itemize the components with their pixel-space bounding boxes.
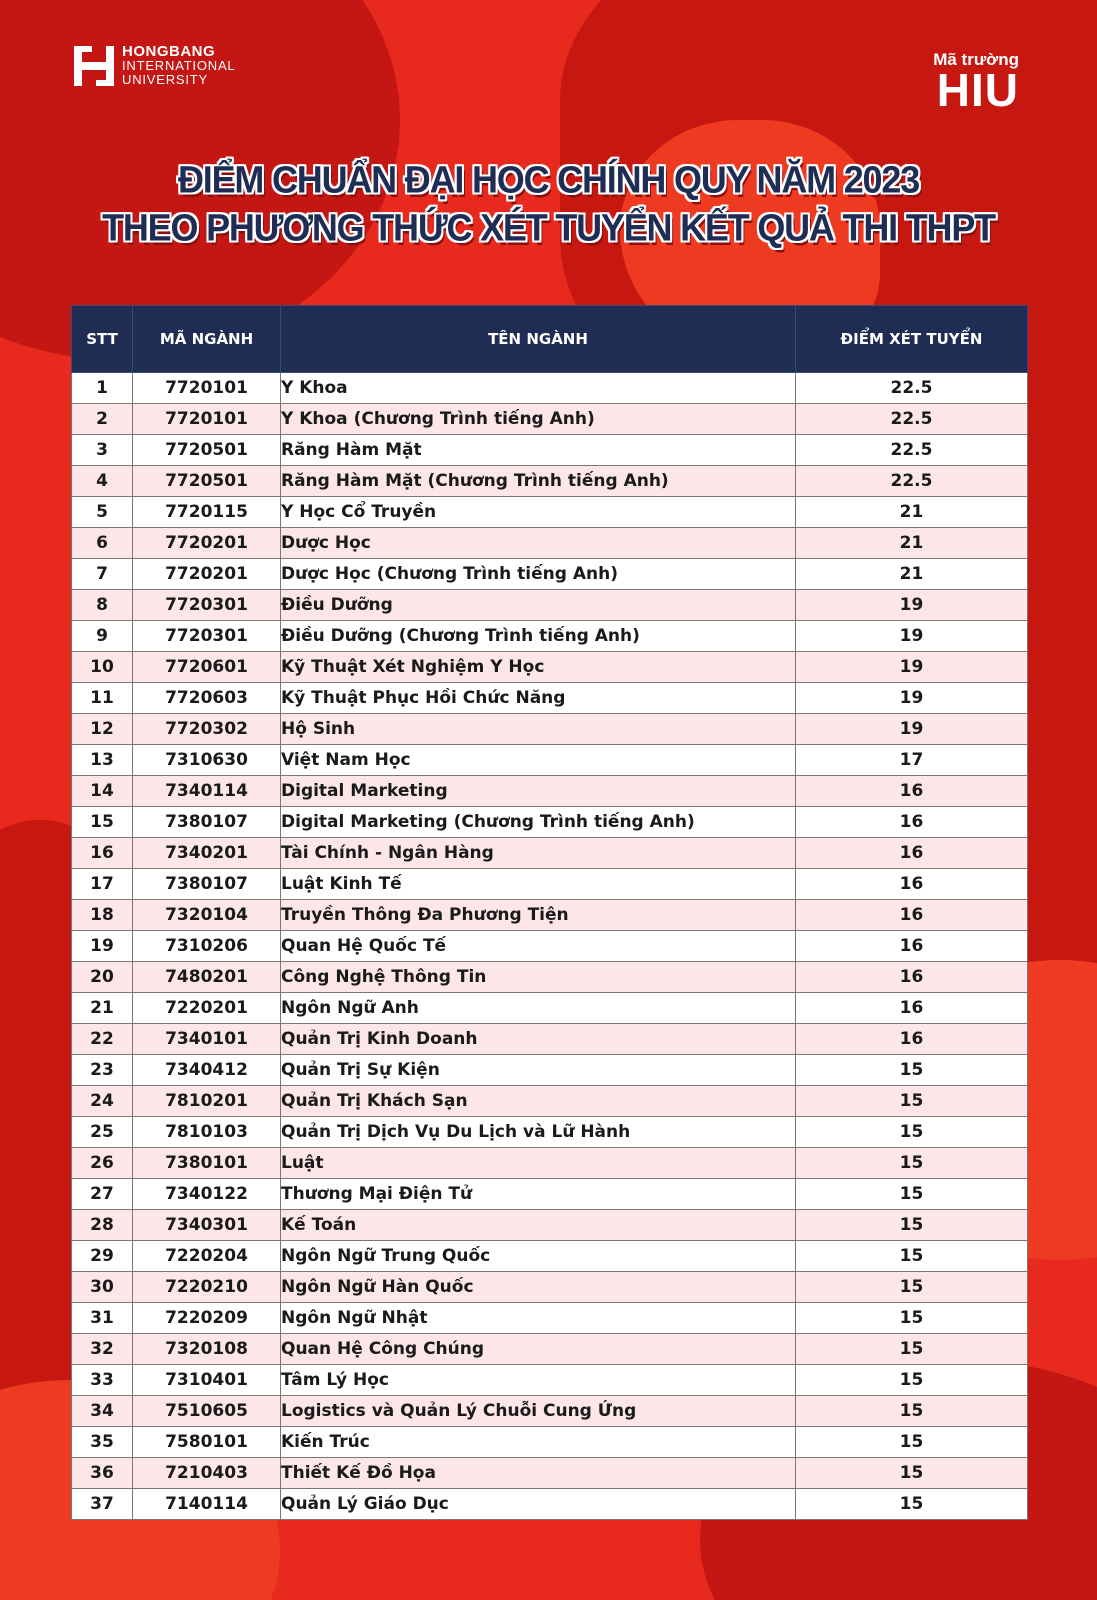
cell-stt: 29: [72, 1241, 133, 1272]
cell-stt: 9: [72, 621, 133, 652]
cell-major-code: 7720101: [133, 373, 281, 404]
cell-score: 15: [796, 1055, 1028, 1086]
table-row: [72, 1365, 1028, 1396]
cell-score: 19: [796, 590, 1028, 621]
cell-score: 16: [796, 776, 1028, 807]
cell-stt: 10: [72, 652, 133, 683]
cell-stt: 3: [72, 435, 133, 466]
table-row: [72, 776, 1028, 807]
cell-score: 15: [796, 1179, 1028, 1210]
cell-stt: 19: [72, 931, 133, 962]
cell-major-code: 7140114: [133, 1489, 281, 1520]
logo-name-line1: HONGBANG: [122, 43, 216, 60]
cell-major-name: Y Khoa: [281, 373, 796, 404]
cell-major-name: Ngôn Ngữ Trung Quốc: [281, 1241, 796, 1272]
cell-major-name: Y Học Cổ Truyền: [281, 497, 796, 528]
cell-score: 15: [796, 1210, 1028, 1241]
cell-stt: 30: [72, 1272, 133, 1303]
cell-major-code: 7220210: [133, 1272, 281, 1303]
cell-major-name: Logistics và Quản Lý Chuỗi Cung Ứng: [281, 1396, 796, 1427]
table-row: [72, 1210, 1028, 1241]
hiu-logo-icon: [72, 44, 116, 88]
cell-stt: 2: [72, 404, 133, 435]
table-row: [72, 838, 1028, 869]
table-row: [72, 1148, 1028, 1179]
cell-score: 16: [796, 931, 1028, 962]
cell-major-code: 7510605: [133, 1396, 281, 1427]
cell-stt: 11: [72, 683, 133, 714]
cell-major-name: Ngôn Ngữ Hàn Quốc: [281, 1272, 796, 1303]
cell-stt: 18: [72, 900, 133, 931]
cell-stt: 25: [72, 1117, 133, 1148]
cell-score: 16: [796, 869, 1028, 900]
cell-major-code: 7220209: [133, 1303, 281, 1334]
cell-major-code: 7310401: [133, 1365, 281, 1396]
cell-stt: 13: [72, 745, 133, 776]
cell-score: 21: [796, 528, 1028, 559]
cell-major-code: 7310206: [133, 931, 281, 962]
table-row: [72, 1303, 1028, 1334]
table-row: [72, 745, 1028, 776]
cell-stt: 22: [72, 1024, 133, 1055]
table-row: [72, 621, 1028, 652]
cell-score: 19: [796, 652, 1028, 683]
table-row: [72, 404, 1028, 435]
cell-stt: 7: [72, 559, 133, 590]
cell-stt: 26: [72, 1148, 133, 1179]
title-line-2: THEO PHƯƠNG THỨC XÉT TUYỂN KẾT QUẢ THI THPT: [102, 205, 995, 249]
school-code: [933, 50, 1019, 116]
cell-major-name: Digital Marketing (Chương Trình tiếng Anh): [281, 807, 796, 838]
page-title: [0, 156, 1097, 252]
cell-stt: 15: [72, 807, 133, 838]
cell-major-code: 7720101: [133, 404, 281, 435]
logo-name-line3: UNIVERSITY: [122, 72, 209, 87]
cell-major-code: 7720501: [133, 466, 281, 497]
cell-score: 15: [796, 1272, 1028, 1303]
header-major-code: MÃ NGÀNH: [133, 306, 281, 373]
cell-major-code: 7720201: [133, 528, 281, 559]
cell-score: 15: [796, 1241, 1028, 1272]
cell-stt: 31: [72, 1303, 133, 1334]
cell-score: 15: [796, 1303, 1028, 1334]
cell-major-name: Quản Trị Khách Sạn: [281, 1086, 796, 1117]
cell-major-name: Việt Nam Học: [281, 745, 796, 776]
table-row: [72, 1458, 1028, 1489]
table-body: [72, 373, 1028, 1520]
cell-major-code: 7340301: [133, 1210, 281, 1241]
cell-stt: 24: [72, 1086, 133, 1117]
table-header-row: [72, 306, 1028, 373]
cell-score: 16: [796, 1024, 1028, 1055]
cell-major-name: Điều Dưỡng: [281, 590, 796, 621]
cell-major-name: Ngôn Ngữ Anh: [281, 993, 796, 1024]
cell-major-name: Răng Hàm Mặt (Chương Trình tiếng Anh): [281, 466, 796, 497]
cell-stt: 6: [72, 528, 133, 559]
table-row: [72, 435, 1028, 466]
header-stt: STT: [72, 306, 133, 373]
cell-major-code: 7720601: [133, 652, 281, 683]
table-row: [72, 1179, 1028, 1210]
cell-score: 16: [796, 838, 1028, 869]
table-row: [72, 931, 1028, 962]
table-row: [72, 900, 1028, 931]
table-row: [72, 1024, 1028, 1055]
cell-major-name: Thương Mại Điện Tử: [281, 1179, 796, 1210]
table-row: [72, 869, 1028, 900]
cell-major-name: Digital Marketing: [281, 776, 796, 807]
cell-score: 15: [796, 1458, 1028, 1489]
cell-score: 15: [796, 1086, 1028, 1117]
cell-stt: 33: [72, 1365, 133, 1396]
cell-major-code: 7340201: [133, 838, 281, 869]
cell-score: 21: [796, 559, 1028, 590]
cell-stt: 23: [72, 1055, 133, 1086]
cell-major-code: 7720603: [133, 683, 281, 714]
cell-score: 15: [796, 1334, 1028, 1365]
table-row: [72, 1086, 1028, 1117]
title-line-1: ĐIỂM CHUẨN ĐẠI HỌC CHÍNH QUY NĂM 2023: [177, 157, 920, 201]
table-row: [72, 1334, 1028, 1365]
cell-major-name: Quản Trị Kinh Doanh: [281, 1024, 796, 1055]
cell-major-name: Công Nghệ Thông Tin: [281, 962, 796, 993]
university-logo: [72, 44, 235, 88]
cell-stt: 16: [72, 838, 133, 869]
table-row: [72, 373, 1028, 404]
cell-stt: 28: [72, 1210, 133, 1241]
cell-score: 22.5: [796, 404, 1028, 435]
cell-major-name: Quản Trị Dịch Vụ Du Lịch và Lữ Hành: [281, 1117, 796, 1148]
cell-major-code: 7720301: [133, 621, 281, 652]
cell-major-name: Quản Lý Giáo Dục: [281, 1489, 796, 1520]
cell-major-code: 7320104: [133, 900, 281, 931]
cell-major-name: Quan Hệ Công Chúng: [281, 1334, 796, 1365]
cell-score: 22.5: [796, 435, 1028, 466]
cell-major-code: 7720501: [133, 435, 281, 466]
table-row: [72, 807, 1028, 838]
cell-major-code: 7220201: [133, 993, 281, 1024]
cell-stt: 5: [72, 497, 133, 528]
cell-major-name: Quan Hệ Quốc Tế: [281, 931, 796, 962]
cell-major-name: Luật: [281, 1148, 796, 1179]
cell-major-code: 7220204: [133, 1241, 281, 1272]
header-major-name: TÊN NGÀNH: [281, 306, 796, 373]
cell-major-code: 7380101: [133, 1148, 281, 1179]
table-row: [72, 466, 1028, 497]
cell-major-name: Truyền Thông Đa Phương Tiện: [281, 900, 796, 931]
table-row: [72, 962, 1028, 993]
cell-major-code: 7580101: [133, 1427, 281, 1458]
cell-major-name: Quản Trị Sự Kiện: [281, 1055, 796, 1086]
cell-stt: 32: [72, 1334, 133, 1365]
cell-stt: 34: [72, 1396, 133, 1427]
cell-major-name: Ngôn Ngữ Nhật: [281, 1303, 796, 1334]
cell-major-code: 7320108: [133, 1334, 281, 1365]
table-row: [72, 1272, 1028, 1303]
table-row: [72, 528, 1028, 559]
cell-major-name: Luật Kinh Tế: [281, 869, 796, 900]
cell-major-name: Thiết Kế Đồ Họa: [281, 1458, 796, 1489]
cell-major-name: Tâm Lý Học: [281, 1365, 796, 1396]
table-row: [72, 1489, 1028, 1520]
cell-major-name: Tài Chính - Ngân Hàng: [281, 838, 796, 869]
table-row: [72, 1117, 1028, 1148]
cell-major-code: 7380107: [133, 807, 281, 838]
table-row: [72, 1427, 1028, 1458]
table-row: [72, 559, 1028, 590]
cell-score: 16: [796, 993, 1028, 1024]
cell-score: 17: [796, 745, 1028, 776]
cell-major-name: Kiến Trúc: [281, 1427, 796, 1458]
cell-major-code: 7380107: [133, 869, 281, 900]
cell-stt: 12: [72, 714, 133, 745]
cell-major-code: 7480201: [133, 962, 281, 993]
cell-major-code: 7720115: [133, 497, 281, 528]
cell-major-name: Kỹ Thuật Phục Hồi Chức Năng: [281, 683, 796, 714]
cell-score: 22.5: [796, 373, 1028, 404]
cell-major-name: Dược Học (Chương Trình tiếng Anh): [281, 559, 796, 590]
table-row: [72, 714, 1028, 745]
cell-major-code: 7720301: [133, 590, 281, 621]
cell-score: 19: [796, 621, 1028, 652]
admission-scores-table: [71, 305, 1028, 1520]
cell-score: 22.5: [796, 466, 1028, 497]
cell-major-name: Điều Dưỡng (Chương Trình tiếng Anh): [281, 621, 796, 652]
table-row: [72, 590, 1028, 621]
table-row: [72, 993, 1028, 1024]
cell-stt: 8: [72, 590, 133, 621]
school-code-label: Mã trường: [933, 50, 1019, 69]
cell-score: 16: [796, 962, 1028, 993]
cell-major-code: 7210403: [133, 1458, 281, 1489]
cell-stt: 1: [72, 373, 133, 404]
table-row: [72, 652, 1028, 683]
cell-score: 16: [796, 807, 1028, 838]
cell-stt: 36: [72, 1458, 133, 1489]
logo-name-line2: INTERNATIONAL: [122, 58, 236, 73]
table-row: [72, 1396, 1028, 1427]
table-row: [72, 1055, 1028, 1086]
cell-major-name: Y Khoa (Chương Trình tiếng Anh): [281, 404, 796, 435]
cell-major-code: 7340412: [133, 1055, 281, 1086]
cell-major-code: 7340114: [133, 776, 281, 807]
cell-major-code: 7720201: [133, 559, 281, 590]
cell-major-code: 7810201: [133, 1086, 281, 1117]
cell-score: 21: [796, 497, 1028, 528]
cell-major-code: 7310630: [133, 745, 281, 776]
cell-major-name: Kỹ Thuật Xét Nghiệm Y Học: [281, 652, 796, 683]
cell-score: 15: [796, 1365, 1028, 1396]
cell-stt: 37: [72, 1489, 133, 1520]
cell-major-code: 7340101: [133, 1024, 281, 1055]
cell-score: 16: [796, 900, 1028, 931]
cell-score: 19: [796, 714, 1028, 745]
cell-stt: 20: [72, 962, 133, 993]
cell-stt: 4: [72, 466, 133, 497]
cell-score: 15: [796, 1427, 1028, 1458]
school-code-value: HIU: [936, 64, 1019, 116]
header-score: ĐIỂM XÉT TUYỂN: [796, 306, 1028, 373]
cell-major-name: Kế Toán: [281, 1210, 796, 1241]
cell-stt: 14: [72, 776, 133, 807]
cell-stt: 27: [72, 1179, 133, 1210]
cell-major-name: Răng Hàm Mặt: [281, 435, 796, 466]
cell-score: 15: [796, 1489, 1028, 1520]
table-row: [72, 497, 1028, 528]
cell-major-code: 7810103: [133, 1117, 281, 1148]
table-row: [72, 683, 1028, 714]
cell-stt: 35: [72, 1427, 133, 1458]
cell-major-name: Hộ Sinh: [281, 714, 796, 745]
cell-stt: 21: [72, 993, 133, 1024]
cell-score: 15: [796, 1396, 1028, 1427]
cell-score: 15: [796, 1148, 1028, 1179]
table-row: [72, 1241, 1028, 1272]
cell-major-code: 7340122: [133, 1179, 281, 1210]
cell-major-code: 7720302: [133, 714, 281, 745]
cell-score: 15: [796, 1117, 1028, 1148]
cell-stt: 17: [72, 869, 133, 900]
cell-score: 19: [796, 683, 1028, 714]
cell-major-name: Dược Học: [281, 528, 796, 559]
